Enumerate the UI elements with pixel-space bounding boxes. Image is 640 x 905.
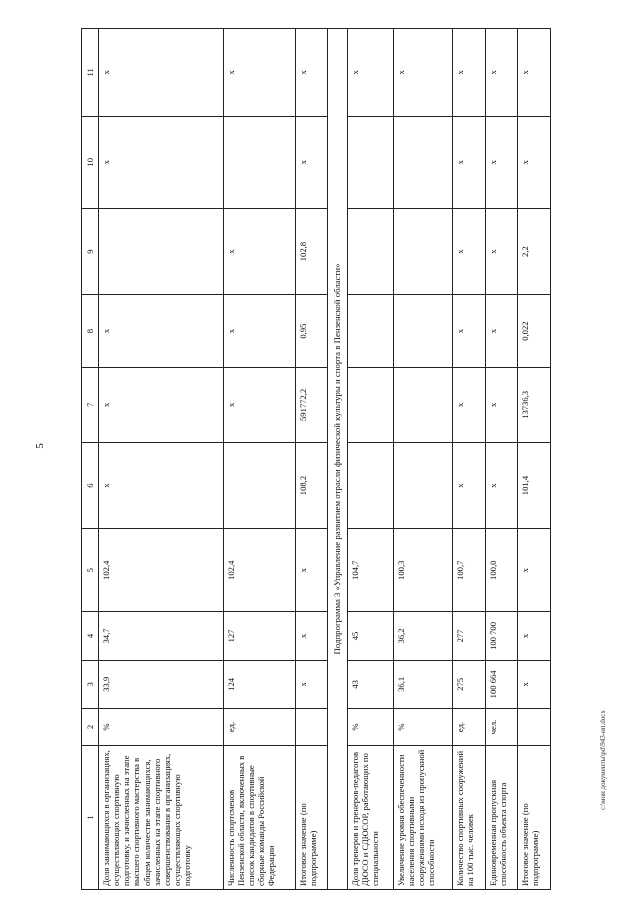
value-cell: 102,8 (295, 208, 328, 294)
subprogram-row (328, 29, 348, 890)
table-row (393, 29, 452, 890)
value-cell: х (452, 116, 485, 208)
value-cell: ед. (452, 709, 485, 746)
column-header: 2 (82, 709, 99, 746)
value-cell: х (223, 295, 295, 368)
subprogram-title: Подпрограмма 3 «Управление развитием отрасли физической культуры и спорта в Пензенской области» (328, 29, 348, 890)
column-header: 1 (82, 745, 99, 889)
value-cell: х (518, 660, 551, 708)
indicator-name-cell: Увеличение уровня обеспеченности населения спортивными сооружениями исходя из пропускной способности (393, 745, 452, 889)
value-cell (348, 442, 394, 528)
value-cell (348, 295, 394, 368)
value-cell: х (223, 367, 295, 442)
value-cell: х (99, 295, 224, 368)
value-cell (99, 208, 224, 294)
value-cell: чел. (485, 709, 518, 746)
value-cell (223, 442, 295, 528)
value-cell: 45 (348, 612, 394, 660)
value-cell: х (485, 295, 518, 368)
value-cell: х (452, 295, 485, 368)
value-cell (295, 709, 328, 746)
column-header: 6 (82, 442, 99, 528)
value-cell: х (485, 116, 518, 208)
value-cell: х (295, 529, 328, 612)
value-cell: х (485, 29, 518, 117)
value-cell: х (518, 116, 551, 208)
table-row (99, 29, 224, 890)
indicator-name-cell: Количество спортивных сооружений на 100 тыс. человек (452, 745, 485, 889)
column-header: 10 (82, 116, 99, 208)
value-cell: х (348, 29, 394, 117)
value-cell: х (452, 442, 485, 528)
value-cell: х (485, 442, 518, 528)
value-cell: х (485, 367, 518, 442)
value-cell: % (393, 709, 452, 746)
value-cell: 104,7 (348, 529, 394, 612)
value-cell: 0,95 (295, 295, 328, 368)
value-cell: 43 (348, 660, 394, 708)
value-cell: 36,1 (393, 660, 452, 708)
value-cell: 277 (452, 612, 485, 660)
value-cell: х (223, 208, 295, 294)
indicator-name-cell: Единовременная пропускная способность объекта спорта (485, 745, 518, 889)
column-header: 7 (82, 367, 99, 442)
value-cell: 2,2 (518, 208, 551, 294)
value-cell (393, 208, 452, 294)
value-cell: х (518, 612, 551, 660)
value-cell: 100,0 (485, 529, 518, 612)
value-cell: 100 664 (485, 660, 518, 708)
value-cell: х (452, 29, 485, 117)
value-cell: х (452, 367, 485, 442)
indicator-name-cell: Итоговое значение (по подпрограмме) (295, 745, 328, 889)
value-cell (393, 295, 452, 368)
indicator-name-cell: Итоговое значение (по подпрограмме) (518, 745, 551, 889)
header-row (82, 29, 99, 890)
column-header: 8 (82, 295, 99, 368)
indicator-name-cell: Доля занимающихся в организациях, осуществляющих спортивную подготовку, и зачисленных на этапе высшего спортивного мастерства в общем количестве занимающихся, зачисленных на этапе спортивного совершенствования в организациях, осуществляющих спортивную подготовку (99, 745, 224, 889)
value-cell: х (518, 29, 551, 117)
value-cell: 100,3 (393, 529, 452, 612)
value-cell: 100 700 (485, 612, 518, 660)
value-cell: х (295, 612, 328, 660)
value-cell: 127 (223, 612, 295, 660)
value-cell: 101,4 (518, 442, 551, 528)
value-cell: х (295, 660, 328, 708)
column-header: 9 (82, 208, 99, 294)
value-cell: х (485, 208, 518, 294)
value-cell: х (99, 367, 224, 442)
value-cell: % (348, 709, 394, 746)
indicator-name-cell: Доля тренеров и тренеров-педагогов ДЮСО и СДЮСОР, работающих по специальности (348, 745, 394, 889)
column-header: 4 (82, 612, 99, 660)
value-cell: х (99, 29, 224, 117)
results-table (81, 28, 551, 890)
value-cell (393, 442, 452, 528)
column-header: 3 (82, 660, 99, 708)
value-cell: 275 (452, 660, 485, 708)
value-cell: х (393, 29, 452, 117)
value-cell: 124 (223, 660, 295, 708)
value-cell: 36,2 (393, 612, 452, 660)
table-row (295, 29, 328, 890)
value-cell: % (99, 709, 224, 746)
page-number: 5 (34, 443, 46, 449)
value-cell: х (295, 116, 328, 208)
value-cell: х (518, 529, 551, 612)
value-cell: 13736,3 (518, 367, 551, 442)
table-row (452, 29, 485, 890)
value-cell (393, 116, 452, 208)
value-cell: х (223, 29, 295, 117)
value-cell: х (99, 116, 224, 208)
value-cell: 100,7 (452, 529, 485, 612)
value-cell: 102,4 (99, 529, 224, 612)
value-cell: ед. (223, 709, 295, 746)
indicator-name-cell: Численность спортсменов Пензенской области, включенных в список кандидатов в спортивные сборные команды Российской Федерации (223, 745, 295, 889)
rotated-table-container (81, 28, 551, 890)
table-row (485, 29, 518, 890)
value-cell (223, 116, 295, 208)
value-cell (348, 208, 394, 294)
value-cell: 34,7 (99, 612, 224, 660)
value-cell: 102,4 (223, 529, 295, 612)
value-cell: 108,2 (295, 442, 328, 528)
table-row (348, 29, 394, 890)
value-cell: х (452, 208, 485, 294)
value-cell: х (99, 442, 224, 528)
value-cell (348, 116, 394, 208)
column-header: 11 (82, 29, 99, 117)
value-cell: 33,9 (99, 660, 224, 708)
value-cell: х (295, 29, 328, 117)
value-cell: 591772,2 (295, 367, 328, 442)
value-cell (348, 367, 394, 442)
footer-file-path: c:\мои документы\pd\943-нп.docx (599, 710, 607, 810)
value-cell (393, 367, 452, 442)
table-row (223, 29, 295, 890)
table-row (518, 29, 551, 890)
value-cell: 0,022 (518, 295, 551, 368)
value-cell (518, 709, 551, 746)
column-header: 5 (82, 529, 99, 612)
